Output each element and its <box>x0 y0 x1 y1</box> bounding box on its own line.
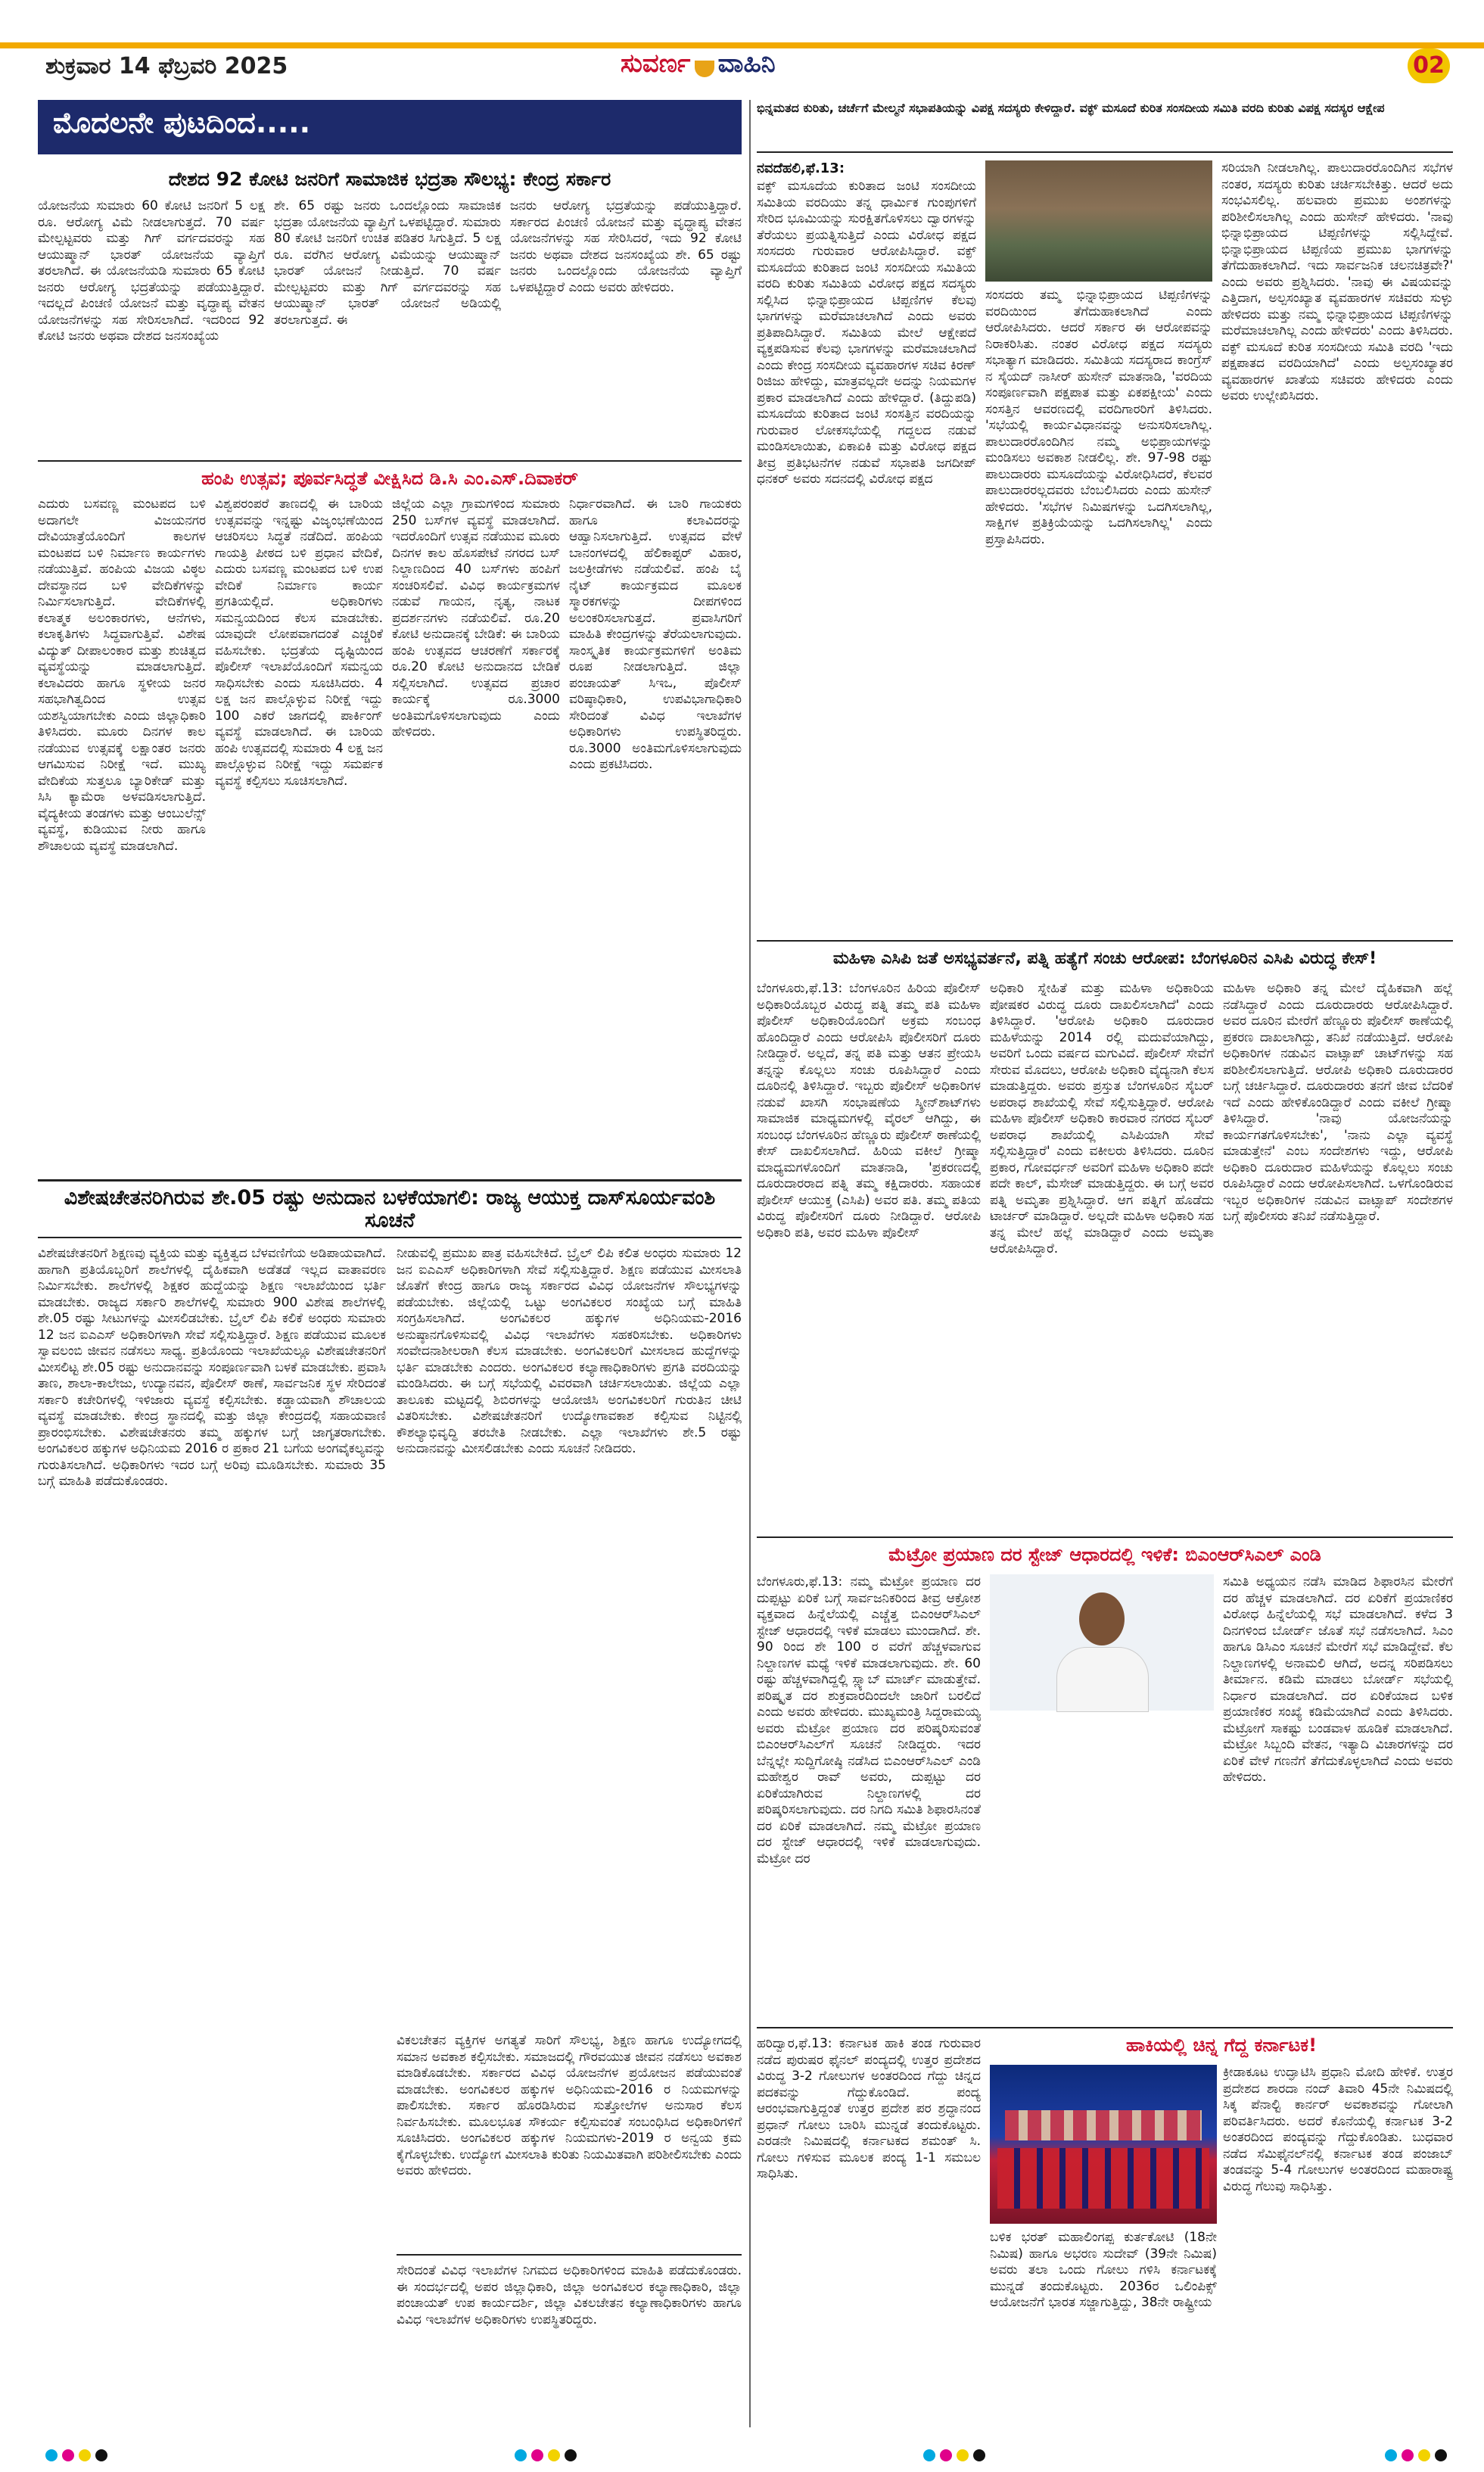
logo-text-suvarna: ಸುವರ್ಣ <box>621 48 691 79</box>
article5-col2: ಅಧಿಕಾರಿ ಸ್ನೇಹಿತೆ ಮತ್ತು ಮಹಿಳಾ ಅಧಿಕಾರಿಯ ಪೋಷಕರ ವಿರುದ್ಧ ದೂರು ದಾಖಲಿಸಲಾಗಿದೆ' ಎಂದು ತಿಳಿಸಿದ್ದಾರೆ. 'ಆರೋಪಿ ಅಧಿಕಾರಿ ದೂರುದಾರ ಮಹಿಳೆಯನ್ನು 2014 ರಲ್ಲಿ ಮದುವೆಯಾಗಿದ್ದು, ಅವರಿಗೆ ಒಂದು ವರ್ಷದ ಮಗುವಿದೆ. ಪೊಲೀಸ್ ಸೇವೆಗೆ ಸೇರುವ ಮೊದಲು, ಆರೋಪಿ ಅಧಿಕಾರಿ ವೈದ್ಯನಾಗಿ ಕೆಲಸ ಮಾಡುತ್ತಿದ್ದರು. ಅವರು ಪ್ರಸ್ತುತ ಬೆಂಗಳೂರಿನ ಸೈಬರ್ ಅಪರಾಧ ಶಾಖೆಯಲ್ಲಿ ಸೇವೆ ಸಲ್ಲಿಸುತ್ತಿದ್ದಾರೆ. ಆರೋಪಿ ಮಹಿಳಾ ಪೊಲೀಸ್ ಅಧಿಕಾರಿ ಕಾರವಾರ ನಗರದ ಸೈಬರ್ ಅಪರಾಧ ಶಾಖೆಯಲ್ಲಿ ಎಸಿಪಿಯಾಗಿ ಸೇವೆ ಸಲ್ಲಿಸುತ್ತಿದ್ದಾರೆ' ಎಂದು ವಕೀಲರು ತಿಳಿಸಿದರು. ದೂರಿನ ಪ್ರಕಾರ, ಗೋವರ್ಧನ್ ಅವರಿಗೆ ಮಹಿಳಾ ಅಧಿಕಾರಿ ಪದೇ ಪದೇ ಕಾಲ್, ಮೆಸೇಜ್ ಮಾಡುತ್ತಿದ್ದರು. ಈ ಬಗ್ಗೆ ಅವರ ಪತ್ನಿ ಅಮೃತಾ ಪ್ರಶ್ನಿಸಿದ್ದಾರೆ. ಆಗ ಪತ್ನಿಗೆ ಹೊಡೆದು ಟಾರ್ಚರ್ ಮಾಡಿದ್ದಾರೆ. ಅಲ್ಲದೇ ಮಹಿಳಾ ಅಧಿಕಾರಿ ಸಹ ತನ್ನ ಮೇಲೆ ಹಲ್ಲೆ ಮಾಡಿದ್ದಾರೆ ಎಂದು ಅಮೃತಾ ಆರೋಪಿಸಿದ್ದಾರೆ. <box>990 981 1214 1256</box>
team-row-front <box>997 2148 1209 2209</box>
masthead-date: ಶುಕ್ರವಾರ 14 ಫೆಬ್ರವರಿ 2025 <box>45 53 288 79</box>
article3-col1: ವಿಶೇಷಚೇತನರಿಗೆ ಶಿಕ್ಷಣವು ವ್ಯಕ್ತಿಯ ಮತ್ತು ವ್ಯಕ್ತಿತ್ವದ ಬೆಳವಣಿಗೆಯ ಅಡಿಪಾಯವಾಗಿದೆ. ಹಾಗಾಗಿ ಪ್ರತಿಯೊಬ್ಬರಿಗೆ ಶಾಲೆಗಳಲ್ಲಿ ದೈಹಿಕವಾಗಿ ಅಡೆತಡೆ ಇಲ್ಲದ ವಾತಾವರಣ ನಿರ್ಮಿಸಬೇಕು. ಶಾಲೆಗಳಲ್ಲಿ ಶಿಕ್ಷಕರ ಹುದ್ದೆಯನ್ನು ಶಿಕ್ಷಣ ಇಲಾಖೆಯಿಂದ ಭರ್ತಿ ಮಾಡಬೇಕು. ರಾಜ್ಯದ ಸರ್ಕಾರಿ ಶಾಲೆಗಳಲ್ಲಿ ಸುಮಾರು 900 ವಿಶೇಷ ಶಾಲೆಗಳಲ್ಲಿ ಶೇ.05 ರಷ್ಟು ಸೀಟುಗಳನ್ನು ಮೀಸಲಿಡಬೇಕು. ಬ್ರೈಲ್ ಲಿಪಿ ಕಲಿಕೆ ಅಂಧರು ಸುಮಾರು 12 ಜನ ಐಎಎಸ್ ಅಧಿಕಾರಿಗಳಾಗಿ ಸೇವೆ ಸಲ್ಲಿಸುತ್ತಿದ್ದಾರೆ. ಶಿಕ್ಷಣ ಪಡೆಯುವ ಮೂಲಕ ಸ್ವಾವಲಂಬಿ ಜೀವನ ನಡೆಸಲು ಸಾಧ್ಯ. ಪ್ರತಿಯೊಂದು ಇಲಾಖೆಯಲ್ಲೂ ವಿಶೇಷಚೇತನರಿಗೆ ಮೀಸಲಿಟ್ಟ ಶೇ.05 ರಷ್ಟು ಅನುದಾನವನ್ನು ಸಂಪೂರ್ಣವಾಗಿ ಬಳಕೆ ಮಾಡಬೇಕು. ಪ್ರವಾಸಿ ತಾಣ, ಶಾಲಾ-ಕಾಲೇಜು, ಉದ್ಯಾನವನ, ಪೊಲೀಸ್ ಠಾಣೆ, ಸಾರ್ವಜನಿಕ ಸ್ಥಳ ಸೇರಿದಂತೆ ಸರ್ಕಾರಿ ಕಚೇರಿಗಳಲ್ಲಿ ಇಳಿಜಾರು ವ್ಯವಸ್ಥೆ ಕಲ್ಪಿಸಬೇಕು. ಕಡ್ಡಾಯವಾಗಿ ಶೌಚಾಲಯ ವ್ಯವಸ್ಥೆ ಮಾಡಬೇಕು. ಕೇಂದ್ರ ಸ್ಥಾನದಲ್ಲಿ ಮತ್ತು ಜಿಲ್ಲಾ ಕೇಂದ್ರದಲ್ಲಿ ಸಹಾಯವಾಣಿ ಪ್ರಾರಂಭಿಸಬೇಕು. ವಿಶೇಷಚೇತನರು ತಮ್ಮ ಹಕ್ಕುಗಳ ಬಗ್ಗೆ ಜಾಗೃತರಾಗಬೇಕು. ಅಂಗವಿಕಲರ ಹಕ್ಕುಗಳ ಅಧಿನಿಯಮ 2016 ರ ಪ್ರಕಾರ 21 ಬಗೆಯ ಅಂಗವೈಕಲ್ಯವನ್ನು ಗುರುತಿಸಲಾಗಿದೆ. ಅಧಿಕಾರಿಗಳು ಇದರ ಬಗ್ಗೆ ಅರಿವು ಮೂಡಿಸಬೇಕು. ಸುಮಾರು 35 ಬಗ್ಗೆ ಮಾಹಿತಿ ಪಡೆದುಕೊಂಡರು. <box>38 1246 386 1489</box>
article1-rule <box>38 460 742 462</box>
logo-text-vahini: ವಾಹಿನಿ <box>717 48 776 79</box>
article2-col3: ಜಿಲ್ಲೆಯ ಎಲ್ಲಾ ಗ್ರಾಮಗಳಿಂದ ಸುಮಾರು 250 ಬಸ್‌ಗಳ ವ್ಯವಸ್ಥೆ ಮಾಡಲಾಗಿದೆ. ಇದರೊಂದಿಗೆ ಉತ್ಸವ ನಡೆಯುವ ಮೂರು ದಿನಗಳ ಕಾಲ ಹೊಸಪೇಟೆ ನಗರದ ಬಸ್ ನಿಲ್ದಾಣದಿಂದ 40 ಬಸ್‌ಗಳು ಹಂಪಿಗೆ ಸಂಚರಿಸಲಿವೆ. ವಿವಿಧ ಕಾರ್ಯಕ್ರಮಗಳ ನಡುವೆ ಗಾಯನ, ನೃತ್ಯ, ನಾಟಕ ಪ್ರದರ್ಶನಗಳು ನಡೆಯಲಿವೆ. ರೂ.20 ಕೋಟಿ ಅನುದಾನಕ್ಕೆ ಬೇಡಿಕೆ: ಈ ಬಾರಿಯ ಹಂಪಿ ಉತ್ಸವದ ಆಚರಣೆಗೆ ಸರ್ಕಾರಕ್ಕೆ ರೂ.20 ಕೋಟಿ ಅನುದಾನದ ಬೇಡಿಕೆ ಸಲ್ಲಿಸಲಾಗಿದೆ. ಉತ್ಸವದ ಪ್ರಚಾರ ಕಾರ್ಯಕ್ಕೆ ರೂ.3000 ಅಂತಿಮಗೊಳಿಸಲಾಗುವುದು ಎಂದು ಹೇಳಿದರು. <box>392 497 560 739</box>
article3-col3: ವಿಕಲಚೇತನ ವ್ಯಕ್ತಿಗಳ ಅಗತ್ಯತೆ ಸಾರಿಗೆ ಸೌಲಭ್ಯ, ಶಿಕ್ಷಣ ಹಾಗೂ ಉದ್ಯೋಗದಲ್ಲಿ ಸಮಾನ ಅವಕಾಶ ಕಲ್ಪಿಸಬೇಕು. ಸಮಾಜದಲ್ಲಿ ಗೌರವಯುತ ಜೀವನ ನಡೆಸಲು ಅವಕಾಶ ಮಾಡಿಕೊಡಬೇಕು. ಸರ್ಕಾರದ ವಿವಿಧ ಯೋಜನೆಗಳ ಪ್ರಯೋಜನ ಪಡೆಯುವಂತೆ ಮಾಡಬೇಕು. ಅಂಗವಿಕಲರ ಹಕ್ಕುಗಳ ಅಧಿನಿಯಮ-2016 ರ ನಿಯಮಗಳನ್ನು ಪಾಲಿಸಬೇಕು. ಸರ್ಕಾರ ಹೊರಡಿಸಿರುವ ಸುತ್ತೋಲೆಗಳ ಅನುಸಾರ ಕೆಲಸ ನಿರ್ವಹಿಸಬೇಕು. ಮೂಲಭೂತ ಸೌಕರ್ಯ ಕಲ್ಪಿಸುವಂತೆ ಸಂಬಂಧಿಸಿದ ಅಧಿಕಾರಿಗಳಿಗೆ ಸೂಚಿಸಿದರು. ಅಂಗವಿಕಲರ ಹಕ್ಕುಗಳ ನಿಯಮಗಳು-2019 ರ ಅನ್ವಯ ಕ್ರಮ ಕೈಗೊಳ್ಳಬೇಕು. ಉದ್ಯೋಗ ಮೀಸಲಾತಿ ಕುರಿತು ನಿಯಮಿತವಾಗಿ ಪರಿಶೀಲಿಸಬೇಕು ಎಂದು ಅವರು ಹೇಳಿದರು. <box>397 2033 742 2178</box>
reg-dot-cyan-2 <box>515 2449 527 2461</box>
reg-dot-magenta-3 <box>940 2449 952 2461</box>
article3-col3b: ಸೇರಿದಂತೆ ವಿವಿಧ ಇಲಾಖೆಗಳ ನಿಗಮದ ಅಧಿಕಾರಿಗಳಿಂದ ಮಾಹಿತಿ ಪಡೆದುಕೊಂಡರು. ಈ ಸಂದರ್ಭದಲ್ಲಿ ಅಪರ ಜಿಲ್ಲಾಧಿಕಾರಿ, ಜಿಲ್ಲಾ ಅಂಗವಿಕಲರ ಕಲ್ಯಾಣಾಧಿಕಾರಿ, ಜಿಲ್ಲಾ ಪಂಚಾಯತ್ ಉಪ ಕಾರ್ಯದರ್ಶಿ, ಜಿಲ್ಲಾ ವಿಕಲಚೇತನ ಕಲ್ಯಾಣಾಧಿಕಾರಿಗಳು ಹಾಗೂ ವಿವಿಧ ಇಲಾಖೆಗಳ ಅಧಿಕಾರಿಗಳು ಉಪಸ್ಥಿತರಿದ್ದರು. <box>397 2263 742 2327</box>
article5-headline: ಮಹಿಳಾ ಎಸಿಪಿ ಜತೆ ಅಸಭ್ಯವರ್ತನೆ, ಪತ್ನಿ ಹತ್ಯೆಗೆ ಸಂಚು ಆರೋಪ: ಬೆಂಗಳೂರಿನ ಎಸಿಪಿ ವಿರುದ್ಧ ಕೇಸ್! <box>832 949 1377 968</box>
article2-headline: ಹಂಪಿ ಉತ್ಸವ; ಪೂರ್ವಸಿದ್ಧತೆ ವೀಕ್ಷಿಸಿದ ಡಿ.ಸಿ ಎಂ.ಎಸ್.ದಿವಾಕರ್ <box>201 468 578 489</box>
reg-dot-yellow-3 <box>957 2449 969 2461</box>
footer-strip <box>0 2442 1484 2472</box>
top-strip: ಭಿನ್ನಮತದ ಕುರಿತು, ಚರ್ಚೆಗೆ ಮೇಲ್ಮನೆ ಸಭಾಪತಿಯನ್ನು ವಿಪಕ್ಷ ಸದಸ್ಯರು ಕೇಳಿದ್ದಾರೆ. ವಕ್ಫ್ ಮಸೂದೆ ಕುರಿತ ಸಂಸದೀಯ ಸಮಿತಿ ವರದಿ ಕುರಿತು ವಿಪಕ್ಷ ಸದಸ್ಯರ ಆಕ್ಷೇಪ <box>757 101 1385 115</box>
article1-col3: ಜನರು ಆರೋಗ್ಯ ಭದ್ರತೆಯನ್ನು ಪಡೆಯುತ್ತಿದ್ದಾರೆ. ಸರ್ಕಾರದ ಪಿಂಚಣಿ ಯೋಜನೆ ಮತ್ತು ವೃದ್ಧಾಪ್ಯ ವೇತನ ಯೋಜನೆಗಳನ್ನು ಸಹ ಸೇರಿಸಿದರೆ, ಇದು 92 ಕೋಟಿ ಜನರು ಅಥವಾ ದೇಶದ ಜನಸಂಖ್ಯೆಯ ಶೇ. 65 ರಷ್ಟು ಜನರು ಒಂದಲ್ಲೊಂದು ಯೋಜನೆಯ ವ್ಯಾಪ್ತಿಗೆ ಒಳಪಟ್ಟಿದ್ದಾರೆ ಎಂದು ಅವರು ಹೇಳಿದರು. <box>510 198 742 295</box>
article7-caption: ಬಳಿಕ ಭರತ್ ಮಹಾಲಿಂಗಪ್ಪ ಕುರ್ತಕೋಟಿ (18ನೇ ನಿಮಿಷ) ಹಾಗೂ ಅಭರಣ ಸುದೇವ್ (39ನೇ ನಿಮಿಷ) ಅವರು ತಲಾ ಒಂದು ಗೋಲು ಗಳಿಸಿ ಕರ್ನಾಟಕಕ್ಕೆ ಮುನ್ನಡೆ ತಂದುಕೊಟ್ಟರು. 2036ರ ಒಲಿಂಪಿಕ್ಸ್ ಆಯೋಜನೆಗೆ ಭಾರತ ಸಜ್ಜಾಗುತ್ತಿದ್ದು, 38ನೇ ರಾಷ್ಟ್ರೀಯ <box>990 2230 1217 2310</box>
article6-col1: ಬೆಂಗಳೂರು,ಫೆ.13: ನಮ್ಮ ಮೆಟ್ರೋ ಪ್ರಯಾಣ ದರ ದುಪ್ಪಟ್ಟು ಏರಿಕೆ ಬಗ್ಗೆ ಸಾರ್ವಜನಿಕರಿಂದ ತೀವ್ರ ಆಕ್ರೋಶ ವ್ಯಕ್ತವಾದ ಹಿನ್ನೆಲೆಯಲ್ಲಿ ಎಚ್ಚೆತ್ತ ಬಿಎಂಆರ್‌ಸಿಎಲ್ ಸ್ಟೇಜ್ ಆಧಾರದಲ್ಲಿ ಇಳಿಕೆ ಮಾಡಲು ಮುಂದಾಗಿದೆ. ಶೇ. 90 ರಿಂದ ಶೇ 100 ರ ವರೆಗೆ ಹೆಚ್ಚಳವಾಗುವ ನಿಲ್ದಾಣಗಳ ಮಧ್ಯೆ ಇಳಿಕೆ ಮಾಡಲಾಗುವುದು. ಶೇ. 60 ರಷ್ಟು ಹೆಚ್ಚಳವಾಗಿದ್ದಲ್ಲಿ ಸ್ಲ್ಯಾಬ್ ಮಾರ್ಚ್ ಮಾಡುತ್ತೇವೆ. ಪರಿಷ್ಕೃತ ದರ ಶುಕ್ರವಾರದಿಂದಲೇ ಜಾರಿಗೆ ಬರಲಿದೆ ಎಂದು ಅವರು ಹೇಳಿದರು. ಮುಖ್ಯಮಂತ್ರಿ ಸಿದ್ದರಾಮಯ್ಯ ಅವರು ಮೆಟ್ರೋ ಪ್ರಯಾಣ ದರ ಪರಿಷ್ಕರಿಸುವಂತೆ ಬಿಎಂಆರ್‌ಸಿಎಲ್‌ಗೆ ಸೂಚನೆ ನೀಡಿದ್ದರು. ಇದರ ಬೆನ್ನಲ್ಲೇ ಸುದ್ದಿಗೋಷ್ಠಿ ನಡೆಸಿದ ಬಿಎಂಆರ್‌ಸಿಎಲ್ ಎಂಡಿ ಮಹೇಶ್ವರ ರಾವ್ ಅವರು, ದುಪ್ಪಟ್ಟು ದರ ಏರಿಕೆಯಾಗಿರುವ ನಿಲ್ದಾಣಗಳಲ್ಲಿ ದರ ಪರಿಷ್ಕರಿಸಲಾಗುವುದು. ದರ ನಿಗದಿ ಸಮಿತಿ ಶಿಫಾರಸಿನಂತೆ ದರ ಏರಿಕೆ ಮಾಡಲಾಗಿದೆ. ನಮ್ಮ ಮೆಟ್ರೋ ಪ್ರಯಾಣ ದರ ಸ್ಟೇಜ್ ಆಧಾರದಲ್ಲಿ ಇಳಿಕೆ ಮಾಡಲಾಗುವುದು. ಮೆಟ್ರೋ ದರ <box>757 1574 981 1866</box>
parliament-photo <box>985 160 1212 282</box>
reg-dot-black-2 <box>565 2449 577 2461</box>
bmrcl-md-photo <box>990 1574 1214 1711</box>
portrait-head <box>1079 1592 1125 1645</box>
article1-headline: ದೇಶದ 92 ಕೋಟಿ ಜನರಿಗೆ ಸಾಮಾಜಿಕ ಭದ್ರತಾ ಸೌಲಭ್ಯ: ಕೇಂದ್ರ ಸರ್ಕಾರ <box>168 168 611 190</box>
article3-inner-rule <box>397 2254 742 2256</box>
logo-lamp-icon <box>695 61 714 77</box>
article6-rule <box>757 2027 1453 2028</box>
reg-dot-cyan-3 <box>923 2449 935 2461</box>
reg-dot-black <box>95 2449 107 2461</box>
article7-headline: ಹಾಕಿಯಲ್ಲಿ ಚಿನ್ನ ಗೆದ್ದ ಕರ್ನಾಟಕ! <box>1125 2035 1318 2056</box>
team-row-back <box>1005 2110 1202 2140</box>
article5-col1: ಬೆಂಗಳೂರು,ಫೆ.13: ಬೆಂಗಳೂರಿನ ಹಿರಿಯ ಪೊಲೀಸ್ ಅಧಿಕಾರಿಯೊಬ್ಬರ ವಿರುದ್ಧ ಪತ್ನಿ ತಮ್ಮ ಪತಿ ಮಹಿಳಾ ಪೊಲೀಸ್ ಅಧಿಕಾರಿಯೊಂದಿಗೆ ಅಕ್ರಮ ಸಂಬಂಧ ಹೊಂದಿದ್ದಾರೆ ಎಂದು ಆರೋಪಿಸಿ ಪೊಲೀಸರಿಗೆ ದೂರು ನೀಡಿದ್ದಾರೆ. ಅಲ್ಲದೆ, ತನ್ನ ಪತಿ ಮತ್ತು ಆತನ ಪ್ರೇಯಸಿ ತನ್ನನ್ನು ಕೊಲ್ಲಲು ಸಂಚು ರೂಪಿಸಿದ್ದಾರೆ ಎಂದು ದೂರಿನಲ್ಲಿ ತಿಳಿಸಿದ್ದಾರೆ. ಇಬ್ಬರು ಪೊಲೀಸ್ ಅಧಿಕಾರಿಗಳ ನಡುವೆ ಖಾಸಗಿ ಸಂಭಾಷಣೆಯ ಸ್ಕ್ರೀನ್‌ಶಾಟ್‌ಗಳು ಸಾಮಾಜಿಕ ಮಾಧ್ಯಮಗಳಲ್ಲಿ ವೈರಲ್ ಆಗಿದ್ದು, ಈ ಸಂಬಂಧ ಬೆಂಗಳೂರಿನ ಹೆಣ್ಣೂರು ಪೊಲೀಸ್ ಠಾಣೆಯಲ್ಲಿ ಕೇಸ್ ದಾಖಲಿಸಲಾಗಿದೆ. ಹಿರಿಯ ವಕೀಲೆ ಗ್ರೀಷ್ಮಾ ಮಾಧ್ಯಮಗಳೊಂದಿಗೆ ಮಾತನಾಡಿ, 'ಪ್ರಕರಣದಲ್ಲಿ ದೂರುದಾರರಾದ ಪತ್ನಿ ತಮ್ಮ ಕಕ್ಷಿದಾರರು. ಸಹಾಯಕ ಪೊಲೀಸ್ ಆಯುಕ್ತ (ಎಸಿಪಿ) ಅವರ ಪತಿ. ತಮ್ಮ ಪತಿಯ ವಿರುದ್ಧ ಪೊಲೀಸರಿಗೆ ದೂರು ನೀಡಿದ್ದಾರೆ. ಆರೋಪಿ ಅಧಿಕಾರಿ ಪತಿ, ಅವರ ಮಹಿಳಾ ಪೊಲೀಸ್ <box>757 981 981 1241</box>
article3-headline: ವಿಶೇಷಚೇತನರಿಗಿರುವ ಶೇ.05 ರಷ್ಟು ಅನುದಾನ ಬಳಕೆಯಾಗಲಿ: ರಾಜ್ಯ ಆಯುಕ್ತ ದಾಸ್‌ಸೂರ್ಯವಂಶಿ ಸೂಚನೆ <box>64 1186 716 1232</box>
page-number: 02 <box>1408 48 1450 83</box>
article4-byline: ನವದೆಹಲಿ,ಫೆ.13: <box>757 160 845 176</box>
article1-col1: ಯೋಜನೆಯ ಸುಮಾರು 60 ಕೋಟಿ ಜನರಿಗೆ 5 ಲಕ್ಷ ರೂ. ಆರೋಗ್ಯ ವಿಮೆ ನೀಡಲಾಗುತ್ತದೆ. 70 ವರ್ಷ ಮೇಲ್ಪಟ್ಟವರು ಮತ್ತು ಗಿಗ್ ವರ್ಗದವರನ್ನು ಸಹ ಆಯುಷ್ಮಾನ್ ಭಾರತ್ ಯೋಜನೆಯ ವ್ಯಾಪ್ತಿಗೆ ತರಲಾಗಿದೆ. ಈ ಯೋಜನೆಯಡಿ ಸುಮಾರು 65 ಕೋಟಿ ಜನರು ಆರೋಗ್ಯ ಭದ್ರತೆಯನ್ನು ಪಡೆಯುತ್ತಿದ್ದಾರೆ. ಇದಲ್ಲದೆ ಪಿಂಚಣಿ ಯೋಜನೆ ಮತ್ತು ವೃದ್ಧಾಪ್ಯ ವೇತನ ಯೋಜನೆಗಳನ್ನು ಸಹ ಸೇರಿಸಲಾಗಿದೆ. ಇದರಿಂದ 92 ಕೋಟಿ ಜನರು ಅಥವಾ ದೇಶದ ಜನಸಂಖ್ಯೆಯ <box>38 198 265 344</box>
article3-head-rule <box>38 1237 742 1238</box>
article4-col3: ಸರಿಯಾಗಿ ನೀಡಲಾಗಿಲ್ಲ. ಪಾಲುದಾರರೊಂದಿಗಿನ ಸಭೆಗಳ ನಂತರ, ಸದಸ್ಯರು ಕುರಿತು ಚರ್ಚಿಸಬೇಕಿತ್ತು. ಆದರೆ ಅದು ಸಂಭವಿಸಲಿಲ್ಲ. ಹಲವಾರು ಪ್ರಮುಖ ಅಂಶಗಳನ್ನು ಪರಿಶೀಲಿಸಲಾಗಿಲ್ಲ ಎಂದು ಹುಸೇನ್ ಹೇಳಿದರು. 'ನಾವು ಭಿನ್ನಾಭಿಪ್ರಾಯದ ಟಿಪ್ಪಣಿಗಳನ್ನು ಸಲ್ಲಿಸಿದ್ದೇವೆ. ಭಿನ್ನಾಭಿಪ್ರಾಯದ ಟಿಪ್ಪಣಿಯ ಪ್ರಮುಖ ಭಾಗಗಳನ್ನು ತೆಗೆದುಹಾಕಲಾಗಿದೆ. ಇದು ಸಾರ್ವಜನಿಕ ಚಲನಚಿತ್ರವೇ?' ಎಂದು ಅವರು ಪ್ರಶ್ನಿಸಿದರು. 'ನಾವು ಈ ವಿಷಯವನ್ನು ಎತ್ತಿದಾಗ, ಅಲ್ಪಸಂಖ್ಯಾತ ವ್ಯವಹಾರಗಳ ಸಚಿವರು ಸುಳ್ಳು ಹೇಳಿದರು ಮತ್ತು ನಮ್ಮ ಭಿನ್ನಾಭಿಪ್ರಾಯದ ಟಿಪ್ಪಣಿಗಳನ್ನು ಮರೆಮಾಚಲಾಗಿಲ್ಲ ಎಂದು ಹೇಳಿದರು' ಎಂದು ತಿಳಿಸಿದರು. ವಕ್ಫ್ ಮಸೂದೆ ಕುರಿತ ಸಂಸದೀಯ ಸಮಿತಿ ವರದಿ 'ಇದು ಪಕ್ಷಪಾತದ ವರದಿಯಾಗಿದೆ' ಎಂದು ಅಲ್ಪಸಂಖ್ಯಾತರ ವ್ಯವಹಾರಗಳ ಖಾತೆಯ ಸಚಿವರು ಹೇಳಿದರು ಎಂದು ಅವರು ಉಲ್ಲೇಖಿಸಿದರು. <box>1221 160 1453 403</box>
article4-rule <box>757 940 1453 942</box>
article5-rule <box>757 1536 1453 1538</box>
column-divider <box>749 100 751 2427</box>
reg-dot-yellow <box>79 2449 91 2461</box>
date-strip <box>0 42 1484 48</box>
article3-col2: ನೀಡುವಲ್ಲಿ ಪ್ರಮುಖ ಪಾತ್ರ ವಹಿಸಬೇಕಿದೆ. ಬ್ರೈಲ್ ಲಿಪಿ ಕಲಿತ ಅಂಧರು ಸುಮಾರು 12 ಜನ ಐಎಎಸ್ ಅಧಿಕಾರಿಗಳಾಗಿ ಸೇವೆ ಸಲ್ಲಿಸುತ್ತಿದ್ದಾರೆ. ಶಿಕ್ಷಣ ಪಡೆಯುವ ಮೀಸಲಾತಿ ಜೊತೆಗೆ ಕೇಂದ್ರ ಹಾಗೂ ರಾಜ್ಯ ಸರ್ಕಾರದ ವಿವಿಧ ಯೋಜನೆಗಳ ಸೌಲಭ್ಯಗಳನ್ನು ಪಡೆಯಬೇಕು. ಜಿಲ್ಲೆಯಲ್ಲಿ ಒಟ್ಟು ಅಂಗವಿಕಲರ ಸಂಖ್ಯೆಯ ಬಗ್ಗೆ ಮಾಹಿತಿ ಸಂಗ್ರಹಿಸಲಾಗಿದೆ. ಅಂಗವಿಕಲರ ಹಕ್ಕುಗಳ ಅಧಿನಿಯಮ-2016 ಅನುಷ್ಠಾನಗೊಳಿಸುವಲ್ಲಿ ವಿವಿಧ ಇಲಾಖೆಗಳು ಸಹಕರಿಸಬೇಕು. ಅಧಿಕಾರಿಗಳು ಸಂವೇದನಾಶೀಲರಾಗಿ ಕೆಲಸ ಮಾಡಬೇಕು. ಅಂಗವಿಕಲರಿಗೆ ಮೀಸಲಾದ ಹುದ್ದೆಗಳನ್ನು ಭರ್ತಿ ಮಾಡಬೇಕು ಎಂದರು. ಅಂಗವಿಕಲರ ಕಲ್ಯಾಣಾಧಿಕಾರಿಗಳು ಪ್ರಗತಿ ವರದಿಯನ್ನು ಮಂಡಿಸಿದರು. ಈ ಬಗ್ಗೆ ಸಭೆಯಲ್ಲಿ ವಿವರವಾಗಿ ಚರ್ಚಿಸಲಾಯಿತು. ಜಿಲ್ಲೆಯ ಎಲ್ಲಾ ತಾಲೂಕು ಮಟ್ಟದಲ್ಲಿ ಶಿಬಿರಗಳನ್ನು ಆಯೋಜಿಸಿ ಅಂಗವಿಕಲರಿಗೆ ಗುರುತಿನ ಚೀಟಿ ವಿತರಿಸಬೇಕು. ವಿಶೇಷಚೇತನರಿಗೆ ಉದ್ಯೋಗಾವಕಾಶ ಕಲ್ಪಿಸುವ ನಿಟ್ಟಿನಲ್ಲಿ ಕೌಶಲ್ಯಾಭಿವೃದ್ಧಿ ತರಬೇತಿ ನೀಡಬೇಕು. ಎಲ್ಲಾ ಇಲಾಖೆಗಳು ಶೇ.5 ರಷ್ಟು ಅನುದಾನವನ್ನು ಮೀಸಲಿಡಬೇಕು ಎಂದು ಸೂಚನೆ ನೀಡಿದರು. <box>397 1246 742 1456</box>
article1-col2: ಶೇ. 65 ರಷ್ಟು ಜನರು ಒಂದಲ್ಲೊಂದು ಸಾಮಾಜಿಕ ಭದ್ರತಾ ಯೋಜನೆಯ ವ್ಯಾಪ್ತಿಗೆ ಒಳಪಟ್ಟಿದ್ದಾರೆ. ಸುಮಾರು 80 ಕೋಟಿ ಜನರಿಗೆ ಉಚಿತ ಪಡಿತರ ಸಿಗುತ್ತಿದೆ. 5 ಲಕ್ಷ ರೂ. ವರೆಗಿನ ಆರೋಗ್ಯ ವಿಮೆಯನ್ನು ಆಯುಷ್ಮಾನ್ ಭಾರತ್ ಯೋಜನೆ ನೀಡುತ್ತಿದೆ. 70 ವರ್ಷ ಮೇಲ್ಪಟ್ಟವರು ಮತ್ತು ಗಿಗ್ ವರ್ಗದವರನ್ನು ಸಹ ಆಯುಷ್ಮಾನ್ ಭಾರತ್ ಯೋಜನೆ ಅಡಿಯಲ್ಲಿ ತರಲಾಗುತ್ತದೆ. ಈ <box>274 198 501 328</box>
article2-col4: ನಿರ್ಧಾರವಾಗಿದೆ. ಈ ಬಾರಿ ಗಾಯಕರು ಹಾಗೂ ಕಲಾವಿದರನ್ನು ಆಹ್ವಾನಿಸಲಾಗುತ್ತಿದೆ. ಉತ್ಸವದ ವೇಳೆ ಬಾನಂಗಳದಲ್ಲಿ ಹೆಲಿಕಾಪ್ಟರ್ ವಿಹಾರ, ಜಲಕ್ರೀಡೆಗಳು ನಡೆಯಲಿವೆ. ಹಂಪಿ ಬೈ ನೈಟ್ ಕಾರ್ಯಕ್ರಮದ ಮೂಲಕ ಸ್ಮಾರಕಗಳನ್ನು ದೀಪಗಳಿಂದ ಅಲಂಕರಿಸಲಾಗುತ್ತದೆ. ಪ್ರವಾಸಿಗರಿಗೆ ಮಾಹಿತಿ ಕೇಂದ್ರಗಳನ್ನು ತೆರೆಯಲಾಗುವುದು. ಸಾಂಸ್ಕೃತಿಕ ಕಾರ್ಯಕ್ರಮಗಳಿಗೆ ಅಂತಿಮ ರೂಪ ನೀಡಲಾಗುತ್ತಿದೆ. ಜಿಲ್ಲಾ ಪಂಚಾಯತ್ ಸಿಇಒ, ಪೊಲೀಸ್ ವರಿಷ್ಠಾಧಿಕಾರಿ, ಉಪವಿಭಾಗಾಧಿಕಾರಿ ಸೇರಿದಂತೆ ವಿವಿಧ ಇಲಾಖೆಗಳ ಅಧಿಕಾರಿಗಳು ಉಪಸ್ಥಿತರಿದ್ದರು. ರೂ.3000 ಅಂತಿಮಗೊಳಿಸಲಾಗುವುದು ಎಂದು ಪ್ರಕಟಿಸಿದರು. <box>569 497 742 772</box>
section-title: ಮೊದಲನೇ ಪುಟದಿಂದ..... <box>53 106 311 139</box>
article7-col1: ಹರಿದ್ವಾರ,ಫೆ.13: ಕರ್ನಾಟಕ ಹಾಕಿ ತಂಡ ಗುರುವಾರ ನಡೆದ ಪುರುಷರ ಫೈನಲ್ ಪಂದ್ಯದಲ್ಲಿ ಉತ್ತರ ಪ್ರದೇಶದ ವಿರುದ್ಧ 3-2 ಗೋಲುಗಳ ಅಂತರದಿಂದ ಗೆದ್ದು ಚಿನ್ನದ ಪದಕವನ್ನು ಗೆದ್ದುಕೊಂಡಿದೆ. ಪಂದ್ಯ ಆರಂಭವಾಗುತ್ತಿದ್ದಂತೆ ಉತ್ತರ ಪ್ರದೇಶ ಪರ ಶ್ರದ್ಧಾನಂದ ಪ್ರಧಾನ್ ಗೋಲು ಬಾರಿಸಿ ಮುನ್ನಡೆ ತಂದುಕೊಟ್ಟರು. ಎರಡನೇ ನಿಮಿಷದಲ್ಲಿ ಕರ್ನಾಟಕದ ಶಮಂತ್ ಸಿ. ಗೋಲು ಗಳಿಸುವ ಮೂಲಕ ಪಂದ್ಯ 1-1 ಸಮಬಲ ಸಾಧಿಸಿತು. <box>757 2036 981 2181</box>
hockey-team-photo <box>990 2065 1217 2224</box>
reg-dot-cyan-4 <box>1385 2449 1397 2461</box>
article4-col2: ಸಂಸದರು ತಮ್ಮ ಭಿನ್ನಾಭಿಪ್ರಾಯದ ಟಿಪ್ಪಣಿಗಳನ್ನು ವರದಿಯಿಂದ ತೆಗೆದುಹಾಕಲಾಗಿದೆ ಎಂದು ಆರೋಪಿಸಿದರು. ಆದರೆ ಸರ್ಕಾರ ಈ ಆರೋಪವನ್ನು ನಿರಾಕರಿಸಿತು. ನಂತರ ವಿರೋಧ ಪಕ್ಷದ ಸದಸ್ಯರು ಸಭಾತ್ಯಾಗ ಮಾಡಿದರು. ಸಮಿತಿಯ ಸದಸ್ಯರಾದ ಕಾಂಗ್ರೆಸ್ ನ ಸೈಯದ್ ನಾಸೀರ್ ಹುಸೇನ್ ಮಾತನಾಡಿ, 'ವರದಿಯ ಸಂಪೂರ್ಣವಾಗಿ ಪಕ್ಷಪಾತ ಮತ್ತು ಏಕಪಕ್ಷೀಯ' ಎಂದು ಸಂಸತ್ತಿನ ಆವರಣದಲ್ಲಿ ವರದಿಗಾರರಿಗೆ ತಿಳಿಸಿದರು. 'ಸಭೆಯಲ್ಲಿ ಕಾರ್ಯವಿಧಾನವನ್ನು ಅನುಸರಿಸಲಾಗಿಲ್ಲ. ಪಾಲುದಾರರೊಂದಿಗಿನ ನಮ್ಮ ಅಭಿಪ್ರಾಯಗಳನ್ನು ಮಂಡಿಸಲು ಅವಕಾಶ ನೀಡಲಿಲ್ಲ. ಶೇ. 97-98 ರಷ್ಟು ಪಾಲುದಾರರು ಮಸೂದೆಯನ್ನು ವಿರೋಧಿಸಿದರೆ, ಕೆಲವರ ಪಾಲುದಾರರಲ್ಲದವರು ಬೆಂಬಲಿಸಿದರು ಎಂದು ಹುಸೇನ್ ಹೇಳಿದರು. 'ಸಭೆಗಳ ನಿಮಿಷಗಳನ್ನು ಒದಗಿಸಲಾಗಿಲ್ಲ, ಸಾಕ್ಷಿಗಳ ಪ್ರತಿಕ್ರಿಯೆಯನ್ನು ಒದಗಿಸಲಾಗಿಲ್ಲ' ಎಂದು ಪ್ರಸ್ತಾಪಿಸಿದರು. <box>985 288 1212 547</box>
article6-headline: ಮೆಟ್ರೋ ಪ್ರಯಾಣ ದರ ಸ್ಟೇಜ್ ಆಧಾರದಲ್ಲಿ ಇಳಿಕೆ: ಬಿಎಂಆರ್‌ಸಿಎಲ್ ಎಂಡಿ <box>888 1544 1321 1565</box>
reg-dot-cyan <box>45 2449 58 2461</box>
reg-dot-magenta-4 <box>1402 2449 1414 2461</box>
masthead <box>0 0 1484 79</box>
article2-col2: ವಿಶ್ವಪರಂಪರೆ ತಾಣದಲ್ಲಿ ಈ ಬಾರಿಯ ಉತ್ಸವವನ್ನು ಇನ್ನಷ್ಟು ವಿಜೃಂಭಣೆಯಿಂದ ಆಚರಿಸಲು ಸಿದ್ಧತೆ ನಡೆದಿದೆ. ಹಂಪಿಯ ಗಾಯತ್ರಿ ಪೀಠದ ಬಳಿ ಪ್ರಧಾನ ವೇದಿಕೆ, ಎದುರು ಬಸವಣ್ಣ ಮಂಟಪದ ಬಳಿ ಉಪ ವೇದಿಕೆ ನಿರ್ಮಾಣ ಕಾರ್ಯ ಪ್ರಗತಿಯಲ್ಲಿದೆ. ಅಧಿಕಾರಿಗಳು ಸಮನ್ವಯದಿಂದ ಕೆಲಸ ಮಾಡಬೇಕು. ಯಾವುದೇ ಲೋಪವಾಗದಂತೆ ಎಚ್ಚರಿಕೆ ವಹಿಸಬೇಕು. ಭದ್ರತೆಯ ದೃಷ್ಟಿಯಿಂದ ಪೊಲೀಸ್ ಇಲಾಖೆಯೊಂದಿಗೆ ಸಮನ್ವಯ ಸಾಧಿಸಬೇಕು ಎಂದು ಸೂಚಿಸಿದರು. 4 ಲಕ್ಷ ಜನ ಪಾಲ್ಗೊಳ್ಳುವ ನಿರೀಕ್ಷೆ ಇದ್ದು 100 ಎಕರೆ ಜಾಗದಲ್ಲಿ ಪಾರ್ಕಿಂಗ್ ವ್ಯವಸ್ಥೆ ಮಾಡಲಾಗಿದೆ. ಈ ಬಾರಿಯ ಹಂಪಿ ಉತ್ಸವದಲ್ಲಿ ಸುಮಾರು 4 ಲಕ್ಷ ಜನ ಪಾಲ್ಗೊಳ್ಳುವ ನಿರೀಕ್ಷೆ ಇದ್ದು ಸಮರ್ಪಕ ವ್ಯವಸ್ಥೆ ಕಲ್ಪಿಸಲು ಸೂಚಿಸಲಾಗಿದೆ. <box>215 497 383 789</box>
article2-rule <box>38 1179 742 1182</box>
masthead-logo <box>621 48 893 82</box>
portrait-body <box>1056 1647 1149 1712</box>
reg-dot-magenta-2 <box>531 2449 543 2461</box>
article7-col2: ಕ್ರೀಡಾಕೂಟ ಉದ್ಘಾಟಿಸಿ ಪ್ರಧಾನಿ ಮೋದಿ ಹೇಳಿಕೆ. ಉತ್ತರ ಪ್ರದೇಶದ ಶಾರದಾ ನಂದ್ ತಿವಾರಿ 45ನೇ ನಿಮಿಷದಲ್ಲಿ ಸಿಕ್ಕ ಪೆನಾಲ್ಟಿ ಕಾರ್ನರ್ ಅವಕಾಶವನ್ನು ಗೋಲಾಗಿ ಪರಿವರ್ತಿಸಿದರು. ಅದರೆ ಕೊನೆಯಲ್ಲಿ ಕರ್ನಾಟಕ 3-2 ಅಂತರದಿಂದ ಪಂದ್ಯವನ್ನು ಗೆದ್ದುಕೊಂಡಿತು. ಬುಧವಾರ ನಡೆದ ಸೆಮಿಫೈನಲ್‌ನಲ್ಲಿ ಕರ್ನಾಟಕ ತಂಡ ಪಂಜಾಬ್ ತಂಡವನ್ನು 5-4 ಗೋಲುಗಳ ಅಂತರದಿಂದ ಮಹಾರಾಷ್ಟ್ರ ವಿರುದ್ಧ ಗೆಲುವು ಸಾಧಿಸಿತ್ತು. <box>1223 2065 1453 2194</box>
reg-dot-black-3 <box>973 2449 985 2461</box>
reg-dot-black-4 <box>1435 2449 1447 2461</box>
reg-dot-yellow-2 <box>548 2449 560 2461</box>
reg-dot-yellow-4 <box>1418 2449 1430 2461</box>
section-banner <box>38 100 742 154</box>
article6-col2: ಸಮಿತಿ ಅಧ್ಯಯನ ನಡೆಸಿ ಮಾಡಿದ ಶಿಫಾರಸಿನ ಮೇರೆಗೆ ದರ ಹೆಚ್ಚಳ ಮಾಡಲಾಗಿದೆ. ದರ ಏರಿಕೆಗೆ ಪ್ರಯಾಣಿಕರ ವಿರೋಧ ಹಿನ್ನೆಲೆಯಲ್ಲಿ ಸಭೆ ಮಾಡಲಾಗಿದೆ. ಕಳೆದ 3 ದಿನಗಳಿಂದ ಬೋರ್ಡ್ ಜೊತೆ ಸಭೆ ನಡೆಸಲಾಗಿದೆ. ಸಿಎಂ ಹಾಗೂ ಡಿಸಿಎಂ ಸೂಚನೆ ಮೇರೆಗೆ ಸಭೆ ಮಾಡಿದ್ದೇವೆ. ಕೆಲ ನಿಲ್ದಾಣಗಳಲ್ಲಿ ಅನಾಮಲಿ ಆಗಿದೆ, ಅದನ್ನ ಸರಿಪಡಿಸಲು ತೀರ್ಮಾನ. ಕಡಿಮೆ ಮಾಡಲು ಬೋರ್ಡ್ ಸಭೆಯಲ್ಲಿ ನಿರ್ಧಾರ ಮಾಡಲಾಗಿದೆ. ದರ ಏರಿಕೆಯಾದ ಬಳಿಕ ಪ್ರಯಾಣಿಕರ ಸಂಖ್ಯೆ ಕಡಿಮೆಯಾಗಿದೆ ಎಂದು ತಿಳಿಸಿದರು. ಮೆಟ್ರೋಗೆ ಸಾಕಷ್ಟು ಬಂಡವಾಳ ಹೂಡಿಕೆ ಮಾಡಲಾಗಿದೆ. ಮೆಟ್ರೋ ಸಿಬ್ಬಂದಿ ವೇತನ, ಇತ್ಯಾದಿ ವಿಚಾರಗಳನ್ನು ದರ ಏರಿಕೆ ವೇಳೆ ಗಣನೆಗೆ ತೆಗೆದುಕೊಳ್ಳಲಾಗಿದೆ ಎಂದು ಅವರು ಹೇಳಿದರು. <box>1223 1574 1453 1785</box>
reg-dot-magenta <box>62 2449 74 2461</box>
article5-col3: ಮಹಿಳಾ ಅಧಿಕಾರಿ ತನ್ನ ಮೇಲೆ ದೈಹಿಕವಾಗಿ ಹಲ್ಲೆ ನಡೆಸಿದ್ದಾರೆ ಎಂದು ದೂರುದಾರರು ಆರೋಪಿಸಿದ್ದಾರೆ. ಅವರ ದೂರಿನ ಮೇರೆಗೆ ಹೆಣ್ಣೂರು ಪೊಲೀಸ್ ಠಾಣೆಯಲ್ಲಿ ಪ್ರಕರಣ ದಾಖಲಾಗಿದ್ದು, ತನಿಖೆ ನಡೆಯುತ್ತಿದೆ. ಆರೋಪಿ ಅಧಿಕಾರಿಗಳ ನಡುವಿನ ವಾಟ್ಸಾಪ್ ಚಾಟ್‌ಗಳನ್ನು ಸಹ ಪರಿಶೀಲಿಸಲಾಗುತ್ತಿದೆ. ಆರೋಪಿ ಅಧಿಕಾರಿ ದೂರುದಾರರ ಬಗ್ಗೆ ಚರ್ಚಿಸಿದ್ದಾರೆ. ದೂರುದಾರರು ತನಗೆ ಜೀವ ಬೆದರಿಕೆ ಇದೆ ಎಂದು ಹೇಳಿಕೊಂಡಿದ್ದಾರೆ ಎಂದು ವಕೀಲೆ ಗ್ರೀಷ್ಮಾ ತಿಳಿಸಿದ್ದಾರೆ. 'ನಾವು ಯೋಜನೆಯನ್ನು ಕಾರ್ಯಗತಗೊಳಿಸಬೇಕು', 'ನಾನು ಎಲ್ಲಾ ವ್ಯವಸ್ಥೆ ಮಾಡುತ್ತೇನೆ' ಎಂಬ ಸಂದೇಶಗಳು ಇದ್ದು, ಆರೋಪಿ ಅಧಿಕಾರಿ ದೂರುದಾರ ಮಹಿಳೆಯನ್ನು ಕೊಲ್ಲಲು ಸಂಚು ರೂಪಿಸಿದ್ದಾರೆ ಎಂದು ಆರೋಪಿಸಲಾಗಿದೆ. ಒಳಗೊಂಡಿರುವ ಇಬ್ಬರ ಅಧಿಕಾರಿಗಳ ನಡುವಿನ ವಾಟ್ಸಾಪ್ ಸಂದೇಶಗಳ ಬಗ್ಗೆ ಪೊಲೀಸರು ತನಿಖೆ ನಡೆಸುತ್ತಿದ್ದಾರೆ. <box>1223 981 1453 1224</box>
article4-col1: ವಕ್ಫ್ ಮಸೂದೆಯ ಕುರಿತಾದ ಜಂಟಿ ಸಂಸದೀಯ ಸಮಿತಿಯ ವರದಿಯು ತನ್ನ ಧಾರ್ಮಿಕ ಗುಂಪುಗಳಿಗೆ ಸೇರಿದ ಭೂಮಿಯನ್ನು ಸುರಕ್ಷಿತಗೊಳಿಸಲು ದ್ವಾರಗಳನ್ನು ತೆರೆಯಲು ಪ್ರಯತ್ನಿಸುತ್ತಿದೆ ಎಂದು ವಿರೋಧ ಪಕ್ಷದ ಸಂಸದರು ಗುರುವಾರ ಆರೋಪಿಸಿದ್ದಾರೆ. ವಕ್ಫ್ ಮಸೂದೆಯ ಕುರಿತಾದ ಜಂಟಿ ಸಂಸದೀಯ ಸಮಿತಿಯ ವರದಿ ಕುರಿತು ಸಮಿತಿಯ ವಿರೋಧ ಪಕ್ಷದ ಸದಸ್ಯರು ಸಲ್ಲಿಸಿದ ಭಿನ್ನಾಭಿಪ್ರಾಯದ ಟಿಪ್ಪಣಿಗಳ ಕೆಲವು ಭಾಗಗಳನ್ನು ಮರೆಮಾಚಲಾಗಿದೆ ಎಂದು ಅವರು ಪ್ರತಿಪಾದಿಸಿದ್ದಾರೆ. ಸಮಿತಿಯ ಮೇಲೆ ಆಕ್ಷೇಪದೆ ವ್ಯಕ್ತಪಡಿಸುವ ಕೆಲವು ಭಾಗಗಳನ್ನು ಮರೆಮಾಚಲಾಗಿದೆ ಎಂದು ಕೇಂದ್ರ ಸಂಸದೀಯ ವ್ಯವಹಾರಗಳ ಸಚಿವ ಕಿರಣ್ ರಿಜಿಜು ಹೇಳಿದ್ದು, ಮಾತ್ರವಲ್ಲದೇ ಅದನ್ನು ನಿಯಮಗಳ ಪ್ರಕಾರ ಮಾಡಲಾಗಿದೆ ಎಂದು ಹೇಳಿದ್ದಾರೆ. (ತಿದ್ದುಪಡಿ) ಮಸೂದೆಯ ಕುರಿತಾದ ಜಂಟಿ ಸಂಸತ್ತಿನ ವರದಿಯನ್ನು ಗುರುವಾರ ಲೋಕಸಭೆಯಲ್ಲಿ ಗದ್ದಲದ ನಡುವೆ ಮಂಡಿಸಲಾಯಿತು, ಏಕಾಏಕಿ ಮತ್ತು ವಿರೋಧ ಪಕ್ಷದ ತೀವ್ರ ಪ್ರತಿಭಟನೆಗಳ ನಡುವೆ ಸಭಾಪತಿ ಜಗದೀಪ್ ಧನಕರ್ ಅವರು ಸದನದಲ್ಲಿ ವಿರೋಧ ಪಕ್ಷದ <box>757 179 976 487</box>
top-strip-rule <box>757 151 1453 153</box>
article2-col1: ಎದುರು ಬಸವಣ್ಣ ಮಂಟಪದ ಬಳಿ ಅದಾಗಲೇ ವಿಜಯನಗರ ದೇವಿಯಾತ್ರೆಯೊಂದಿಗೆ ಕಾಲಗಳ ಮಂಟಪದ ಬಳಿ ನಿರ್ಮಾಣ ಕಾರ್ಯಗಳು ನಡೆಯುತ್ತಿವೆ. ಹಂಪಿಯ ವಿಜಯ ವಿಠ್ಠಲ ದೇವಸ್ಥಾನದ ಬಳಿ ವೇದಿಕೆಗಳನ್ನು ನಿರ್ಮಿಸಲಾಗುತ್ತಿದೆ. ವೇದಿಕೆಗಳಲ್ಲಿ ಕಲಾತ್ಮಕ ಅಲಂಕಾರಗಳು, ಆನೆಗಳು, ಕಲಾಕೃತಿಗಳು ಸಿದ್ಧವಾಗುತ್ತಿವೆ. ವಿಶೇಷ ವಿದ್ಯುತ್ ದೀಪಾಲಂಕಾರ ಮತ್ತು ಶುಚಿತ್ವದ ವ್ಯವಸ್ಥೆಯನ್ನು ಮಾಡಲಾಗುತ್ತಿದೆ. ಕಲಾವಿದರು ಹಾಗೂ ಸ್ಥಳೀಯ ಜನರ ಸಹಭಾಗಿತ್ವದಿಂದ ಉತ್ಸವ ಯಶಸ್ವಿಯಾಗಬೇಕು ಎಂದು ಜಿಲ್ಲಾಧಿಕಾರಿ ತಿಳಿಸಿದರು. ಮೂರು ದಿನಗಳ ಕಾಲ ನಡೆಯುವ ಉತ್ಸವಕ್ಕೆ ಲಕ್ಷಾಂತರ ಜನರು ಆಗಮಿಸುವ ನಿರೀಕ್ಷೆ ಇದೆ. ಮುಖ್ಯ ವೇದಿಕೆಯ ಸುತ್ತಲೂ ಬ್ಯಾರಿಕೇಡ್ ಮತ್ತು ಸಿಸಿ ಕ್ಯಾಮೆರಾ ಅಳವಡಿಸಲಾಗುತ್ತಿದೆ. ವೈದ್ಯಕೀಯ ತಂಡಗಳು ಮತ್ತು ಆಂಬುಲೆನ್ಸ್ ವ್ಯವಸ್ಥೆ, ಕುಡಿಯುವ ನೀರು ಹಾಗೂ ಶೌಚಾಲಯ ವ್ಯವಸ್ಥೆ ಮಾಡಲಾಗಿದೆ. <box>38 497 206 854</box>
